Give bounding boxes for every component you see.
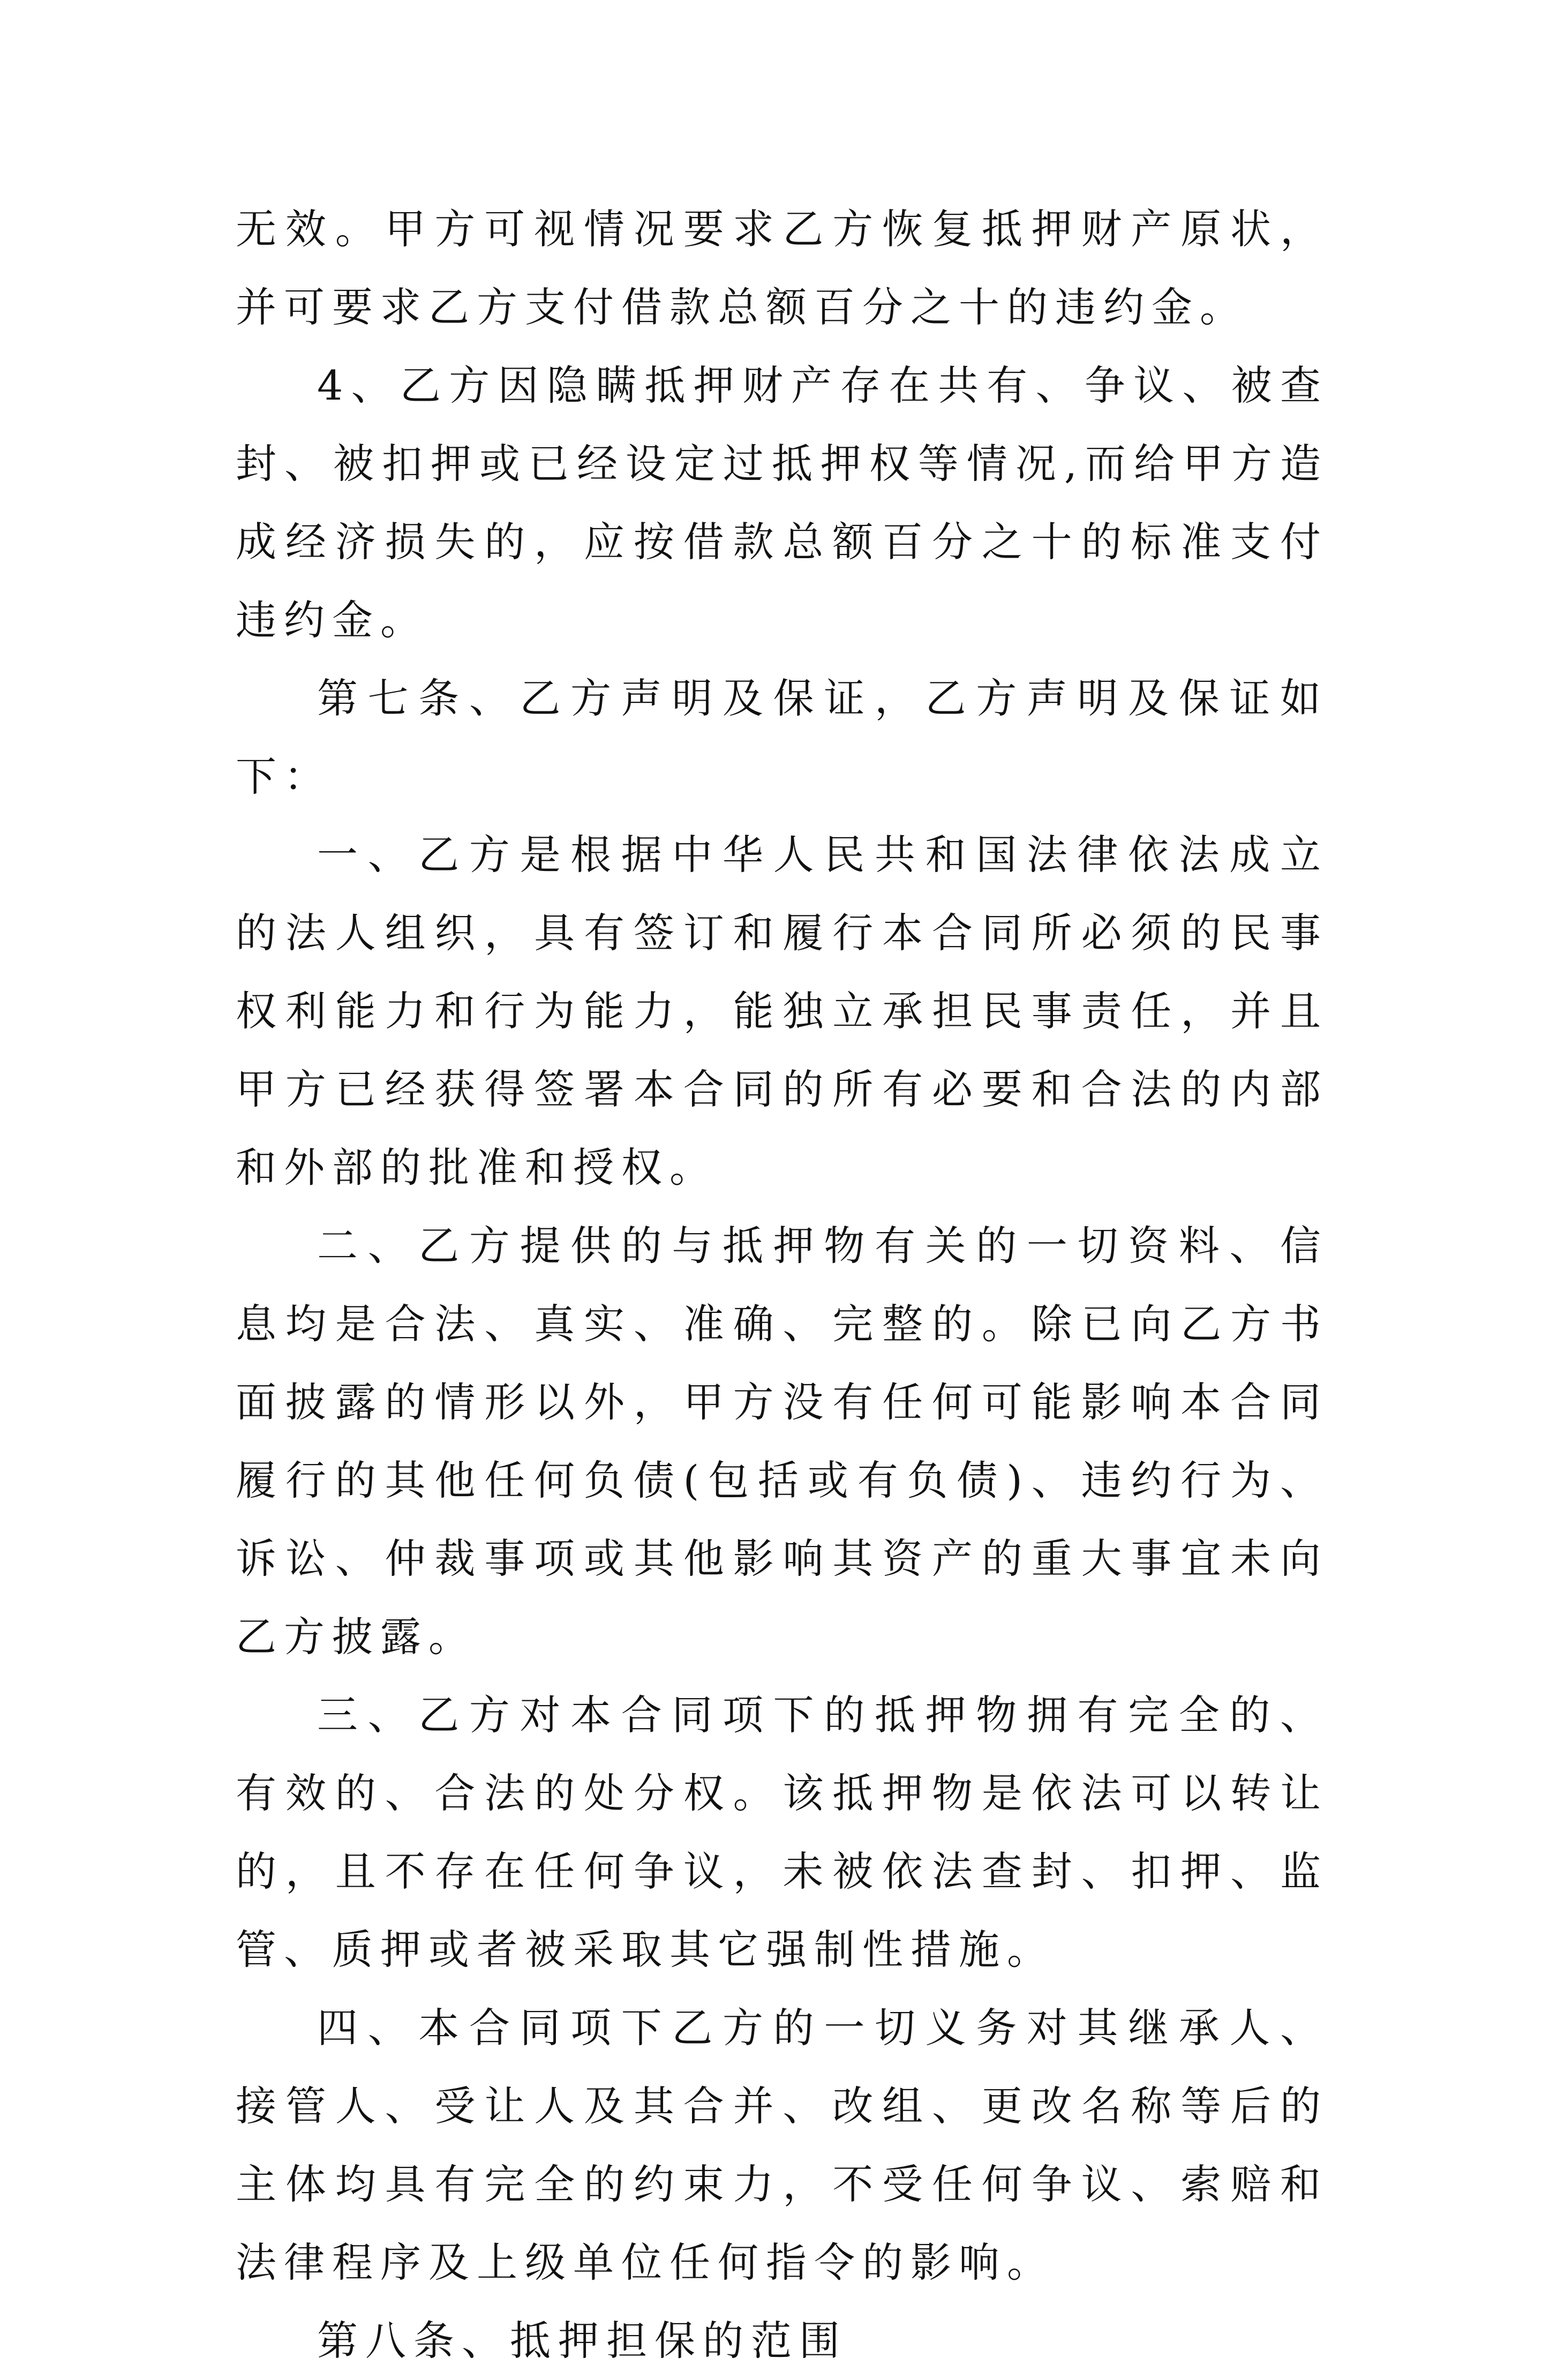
paragraph-item-1: 一、乙方是根据中华人民共和国法律依法成立的法人组织，具有签订和履行本合同所必须的民事权利能力和行为能力，能独立承担民事责任，并且甲方已经获得签署本合同的所有必要和合法的内部和外部的批准和授权。 [236,831,1328,1191]
document-body [236,190,1328,2380]
article-7-heading: 第七条、乙方声明及保证，乙方声明及保证如下： [236,674,1328,800]
article-8-heading: 第八条、抵押担保的范围 [317,2317,847,2364]
paragraph-clause-4: 4、乙方因隐瞒抵押财产存在共有、争议、被查封、被扣押或已经设定过抵押权等情况,而给甲方造成经济损失的，应按借款总额百分之十的标准支付违约金。 [236,362,1328,644]
paragraph-item-2: 二、乙方提供的与抵押物有关的一切资料、信息均是合法、真实、准确、完整的。除已向乙方书面披露的情形以外，甲方没有任何可能影响本合同履行的其他任何负债(包括或有负债)、违约行为、诉讼、仲裁事项或其他影响其资产的重大事宜未向乙方披露。 [236,1222,1328,1661]
paragraph-item-4: 四、本合同项下乙方的一切义务对其继承人、接管人、受让人及其合并、改组、更改名称等后的主体均具有完全的约束力，不受任何争议、索赔和法律程序及上级单位任何指令的影响。 [236,2004,1328,2286]
paragraph-continuation: 无效。甲方可视情况要求乙方恢复抵押财产原状，并可要求乙方支付借款总额百分之十的违约金。 [236,205,1328,331]
paragraph-item-3: 三、乙方对本合同项下的抵押物拥有完全的、有效的、合法的处分权。该抵押物是依法可以转让的，且不存在任何争议，未被依法查封、扣押、监管、质押或者被采取其它强制性措施。 [236,1691,1328,1973]
